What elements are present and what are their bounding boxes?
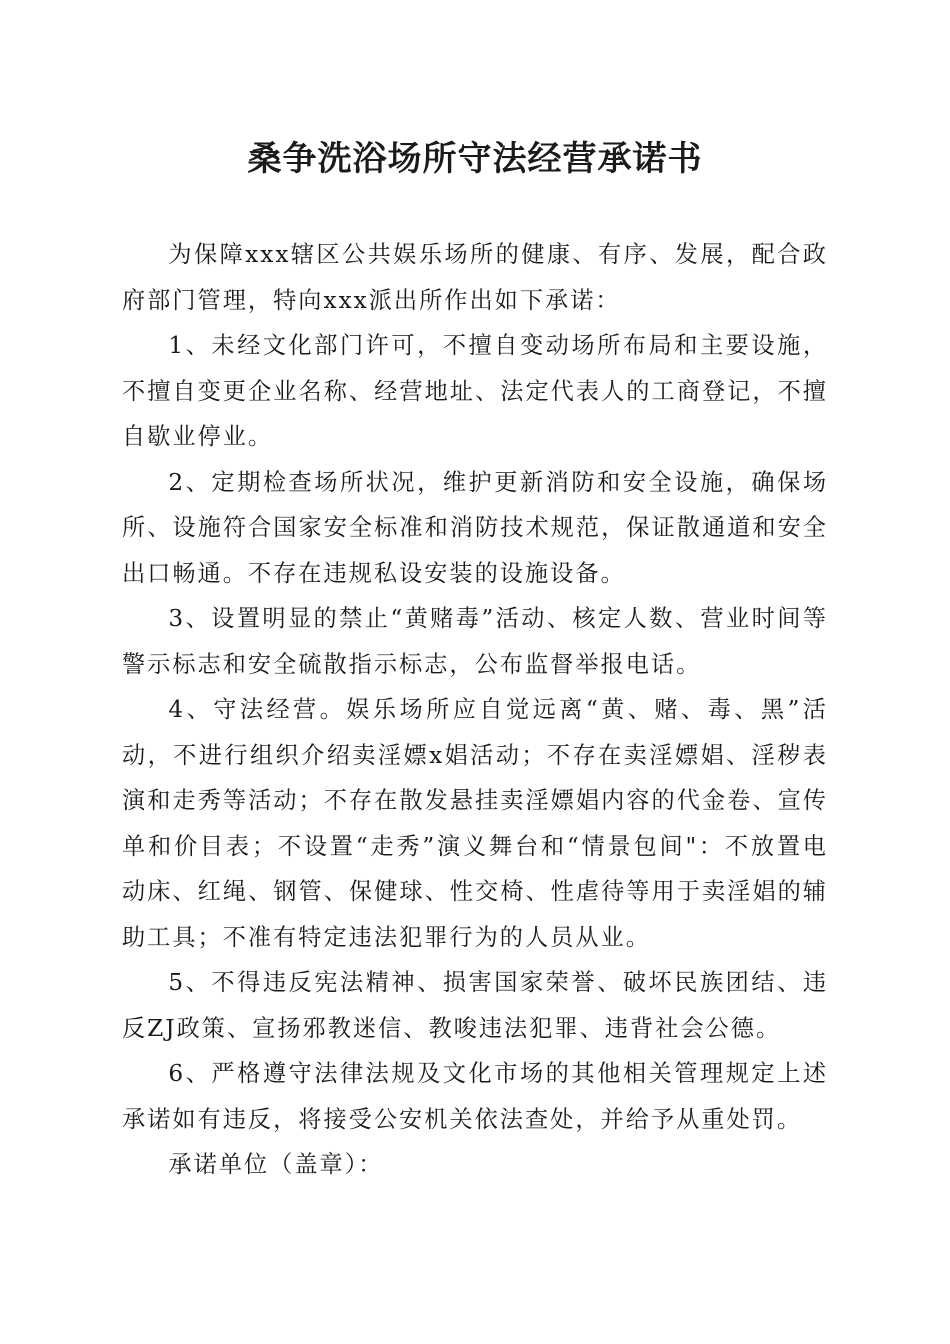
intro-paragraph: 为保障xxx辖区公共娱乐场所的健康、有序、发展，配合政府部门管理，特向xxx派出所作出如下承诺： (122, 241, 828, 314)
commitment-item-6: 6、严格遵守法律法规及文化市场的其他相关管理规定上述承诺如有违反，将接受公安机关依法查处，并给予从重处罚。 (122, 1060, 828, 1133)
commitment-item-3: 3、设置明显的禁止“黄赌毒”活动、核定人数、营业时间等警示标志和安全硫散指示标志，公布监督举报电话。 (122, 605, 828, 678)
document-title: 桑争洗浴场所守法经营承诺书 (247, 139, 703, 179)
commitment-item-2: 2、定期检查场所状况，维护更新消防和安全设施，确保场所、设施符合国家安全标准和消防技术规范，保证散通道和安全出口畅通。不存在违规私设安装的设施设备。 (122, 468, 828, 587)
document-body (122, 232, 828, 1188)
commitment-item-4: 4、守法经营。娱乐场所应自觉远离“黄、赌、毒、黑”活动，不进行组织介绍卖淫嫖x娼活动；不存在卖淫嫖娼、淫秽表演和走秀等活动；不存在散发悬挂卖淫嫖娼内容的代金卷、宣传单和价目表；不设置“走秀”演义舞台和“情景包间"：不放置电动床、红绳、钢管、保健球、性交椅、性虐待等用于卖淫娼的辅助工具；不准有特定违法犯罪行为的人员从业。 (122, 696, 828, 951)
commitment-item-5: 5、不得违反宪法精神、损害国家荣誉、破坏民族团结、违反ZJ政策、宣扬邪教迷信、教唆违法犯罪、违背社会公德。 (122, 969, 828, 1042)
commitment-item-1: 1、未经文化部门许可，不擅自变动场所布局和主要设施，不擅自变更企业名称、经营地址、法定代表人的工商登记，不擅自歇业停业。 (122, 332, 828, 450)
signature-line: 承诺单位（盖章）： (168, 1151, 384, 1178)
